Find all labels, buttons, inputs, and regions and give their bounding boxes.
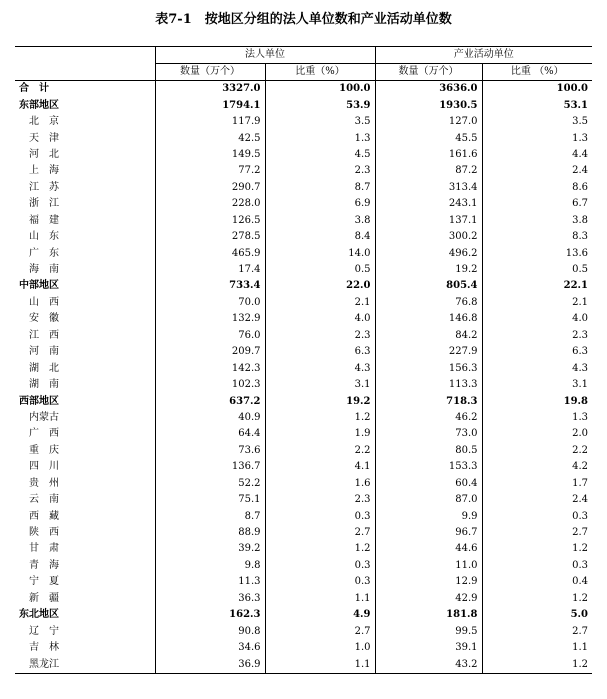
legal-unit-share: 2.2 (265, 443, 375, 459)
legal-unit-count: 278.5 (155, 229, 265, 245)
activity-unit-share: 2.7 (482, 525, 592, 541)
table-row (15, 508, 592, 524)
activity-unit-share: 1.1 (482, 640, 592, 656)
table-row (15, 180, 592, 196)
header-corner (15, 47, 155, 64)
table-title: 表7-1 按地区分组的法人单位数和产业活动单位数 (155, 12, 452, 27)
activity-unit-count: 156.3 (375, 360, 482, 376)
region-name: 山 东 (29, 231, 59, 243)
table-row (15, 295, 592, 311)
legal-unit-count: 77.2 (155, 163, 265, 179)
region-summary-row (15, 278, 592, 294)
legal-unit-share: 53.9 (265, 97, 375, 113)
region-name: 东北地区 (19, 609, 59, 621)
activity-unit-share: 0.3 (482, 508, 592, 524)
legal-unit-count: 8.7 (155, 508, 265, 524)
activity-unit-share: 2.4 (482, 163, 592, 179)
legal-unit-count: 39.2 (155, 541, 265, 557)
legal-unit-share: 1.9 (265, 426, 375, 442)
legal-unit-count: 40.9 (155, 410, 265, 426)
activity-unit-count: 45.5 (375, 130, 482, 146)
region-name: 浙 江 (29, 198, 59, 210)
activity-unit-count: 99.5 (375, 623, 482, 639)
region-name: 山 西 (29, 296, 59, 308)
table-row (15, 377, 592, 393)
legal-unit-count: 465.9 (155, 245, 265, 261)
table-row (15, 623, 592, 639)
activity-unit-share: 8.3 (482, 229, 592, 245)
region-name: 新 疆 (29, 592, 59, 604)
activity-unit-share: 1.2 (482, 541, 592, 557)
activity-unit-count: 227.9 (375, 344, 482, 360)
activity-unit-share: 2.3 (482, 328, 592, 344)
legal-unit-share: 6.9 (265, 196, 375, 212)
activity-unit-share: 13.6 (482, 245, 592, 261)
activity-unit-count: 313.4 (375, 180, 482, 196)
region-name: 宁 夏 (29, 576, 59, 588)
legal-unit-share: 2.7 (265, 623, 375, 639)
legal-unit-share: 2.3 (265, 163, 375, 179)
activity-unit-share: 1.2 (482, 591, 592, 607)
legal-unit-share: 4.0 (265, 311, 375, 327)
legal-unit-count: 88.9 (155, 525, 265, 541)
legal-unit-count: 132.9 (155, 311, 265, 327)
legal-unit-count: 64.4 (155, 426, 265, 442)
legal-unit-share: 6.3 (265, 344, 375, 360)
legal-unit-share: 2.3 (265, 328, 375, 344)
region-name: 湖 南 (29, 379, 59, 391)
activity-unit-count: 153.3 (375, 459, 482, 475)
table-row (15, 476, 592, 492)
activity-unit-share: 2.1 (482, 295, 592, 311)
region-name: 东部地区 (19, 99, 59, 111)
region-summary-row (15, 393, 592, 409)
legal-unit-count: 102.3 (155, 377, 265, 393)
activity-unit-share: 4.3 (482, 360, 592, 376)
region-name: 河 北 (29, 148, 59, 160)
legal-unit-share: 8.4 (265, 229, 375, 245)
activity-unit-count: 146.8 (375, 311, 482, 327)
activity-unit-share: 6.3 (482, 344, 592, 360)
activity-unit-share: 5.0 (482, 607, 592, 623)
activity-unit-count: 11.0 (375, 558, 482, 574)
legal-unit-count: 126.5 (155, 213, 265, 229)
legal-unit-share: 14.0 (265, 245, 375, 261)
activity-unit-share: 0.4 (482, 574, 592, 590)
header-activity-count: 数量（万个） (375, 64, 482, 81)
table-row (15, 229, 592, 245)
activity-unit-count: 96.7 (375, 525, 482, 541)
activity-unit-share: 1.2 (482, 656, 592, 673)
activity-unit-share: 1.7 (482, 476, 592, 492)
region-name: 中部地区 (19, 280, 59, 292)
legal-unit-share: 1.3 (265, 130, 375, 146)
table-row (15, 426, 592, 442)
data-table (15, 46, 592, 674)
table-row (15, 574, 592, 590)
activity-unit-share: 4.2 (482, 459, 592, 475)
region-name: 陕 西 (29, 527, 59, 539)
region-name: 河 南 (29, 346, 59, 358)
legal-unit-count: 36.9 (155, 656, 265, 673)
region-name: 辽 宁 (29, 625, 59, 637)
legal-unit-share: 19.2 (265, 393, 375, 409)
activity-unit-share: 0.5 (482, 262, 592, 278)
region-summary-row (15, 97, 592, 113)
activity-unit-share: 2.4 (482, 492, 592, 508)
activity-unit-share: 2.0 (482, 426, 592, 442)
region-summary-row (15, 81, 592, 98)
header-legal-units: 法人单位 (155, 47, 375, 64)
header-row-1 (15, 47, 592, 64)
table-row (15, 525, 592, 541)
legal-unit-count: 290.7 (155, 180, 265, 196)
legal-unit-count: 17.4 (155, 262, 265, 278)
legal-unit-share: 1.1 (265, 591, 375, 607)
legal-unit-count: 34.6 (155, 640, 265, 656)
legal-unit-count: 11.3 (155, 574, 265, 590)
activity-unit-share: 3.1 (482, 377, 592, 393)
legal-unit-count: 136.7 (155, 459, 265, 475)
legal-unit-count: 73.6 (155, 443, 265, 459)
activity-unit-count: 19.2 (375, 262, 482, 278)
region-name: 吉 林 (29, 642, 59, 654)
legal-unit-share: 2.1 (265, 295, 375, 311)
region-name: 内蒙古 (29, 411, 59, 423)
header-row-2 (15, 64, 592, 81)
activity-unit-count: 300.2 (375, 229, 482, 245)
legal-unit-count: 209.7 (155, 344, 265, 360)
legal-unit-share: 22.0 (265, 278, 375, 294)
legal-unit-share: 100.0 (265, 81, 375, 98)
activity-unit-count: 60.4 (375, 476, 482, 492)
header-activity-units: 产业活动单位 (375, 47, 592, 64)
table-row (15, 344, 592, 360)
activity-unit-share: 2.7 (482, 623, 592, 639)
activity-unit-share: 1.3 (482, 130, 592, 146)
activity-unit-count: 43.2 (375, 656, 482, 673)
activity-unit-count: 80.5 (375, 443, 482, 459)
table-row (15, 196, 592, 212)
region-name: 广 西 (29, 428, 59, 440)
legal-unit-count: 42.5 (155, 130, 265, 146)
table-body (15, 47, 592, 674)
legal-unit-share: 0.5 (265, 262, 375, 278)
header-corner-2 (15, 64, 155, 81)
activity-unit-share: 1.3 (482, 410, 592, 426)
region-name: 云 南 (29, 494, 59, 506)
activity-unit-count: 718.3 (375, 393, 482, 409)
activity-unit-count: 87.2 (375, 163, 482, 179)
region-name: 青 海 (29, 559, 59, 571)
activity-unit-share: 4.0 (482, 311, 592, 327)
legal-unit-share: 3.1 (265, 377, 375, 393)
region-name: 海 南 (29, 264, 59, 276)
activity-unit-share: 19.8 (482, 393, 592, 409)
header-legal-share: 比重（%） (265, 64, 375, 81)
table-row (15, 262, 592, 278)
region-name: 天 津 (29, 132, 59, 144)
table-row (15, 245, 592, 261)
legal-unit-count: 228.0 (155, 196, 265, 212)
region-name: 重 庆 (29, 444, 59, 456)
region-name: 江 西 (29, 329, 59, 341)
legal-unit-count: 3327.0 (155, 81, 265, 98)
region-name: 北 京 (29, 116, 59, 128)
legal-unit-count: 52.2 (155, 476, 265, 492)
legal-unit-share: 1.2 (265, 541, 375, 557)
activity-unit-count: 805.4 (375, 278, 482, 294)
table-row (15, 591, 592, 607)
activity-unit-count: 161.6 (375, 147, 482, 163)
table-row (15, 558, 592, 574)
activity-unit-share: 53.1 (482, 97, 592, 113)
region-name: 湖 北 (29, 362, 59, 374)
legal-unit-share: 1.2 (265, 410, 375, 426)
legal-unit-count: 117.9 (155, 114, 265, 130)
activity-unit-count: 1930.5 (375, 97, 482, 113)
table-row (15, 541, 592, 557)
region-name: 福 建 (29, 214, 59, 226)
legal-unit-share: 0.3 (265, 558, 375, 574)
activity-unit-count: 84.2 (375, 328, 482, 344)
activity-unit-count: 181.8 (375, 607, 482, 623)
table-row (15, 492, 592, 508)
table-row (15, 640, 592, 656)
region-name: 西部地区 (19, 395, 59, 407)
legal-unit-share: 4.3 (265, 360, 375, 376)
table-row (15, 311, 592, 327)
activity-unit-share: 8.6 (482, 180, 592, 196)
activity-unit-share: 6.7 (482, 196, 592, 212)
legal-unit-count: 70.0 (155, 295, 265, 311)
activity-unit-share: 3.5 (482, 114, 592, 130)
activity-unit-count: 46.2 (375, 410, 482, 426)
legal-unit-count: 733.4 (155, 278, 265, 294)
legal-unit-count: 142.3 (155, 360, 265, 376)
table-row (15, 163, 592, 179)
legal-unit-count: 75.1 (155, 492, 265, 508)
activity-unit-count: 39.1 (375, 640, 482, 656)
legal-unit-count: 149.5 (155, 147, 265, 163)
legal-unit-share: 4.5 (265, 147, 375, 163)
region-name: 合 计 (19, 83, 49, 95)
activity-unit-count: 137.1 (375, 213, 482, 229)
legal-unit-count: 1794.1 (155, 97, 265, 113)
region-name: 安 徽 (29, 313, 59, 325)
activity-unit-share: 2.2 (482, 443, 592, 459)
activity-unit-count: 73.0 (375, 426, 482, 442)
activity-unit-share: 22.1 (482, 278, 592, 294)
activity-unit-count: 76.8 (375, 295, 482, 311)
activity-unit-share: 100.0 (482, 81, 592, 98)
legal-unit-share: 2.7 (265, 525, 375, 541)
activity-unit-share: 0.3 (482, 558, 592, 574)
table-row (15, 443, 592, 459)
header-activity-share: 比重 （%） (482, 64, 592, 81)
legal-unit-share: 1.1 (265, 656, 375, 673)
legal-unit-share: 4.1 (265, 459, 375, 475)
region-name: 甘 肃 (29, 543, 59, 555)
region-summary-row (15, 607, 592, 623)
legal-unit-share: 2.3 (265, 492, 375, 508)
legal-unit-count: 76.0 (155, 328, 265, 344)
table-row (15, 360, 592, 376)
table-row (15, 328, 592, 344)
header-legal-count: 数量（万个） (155, 64, 265, 81)
table-row (15, 410, 592, 426)
legal-unit-count: 36.3 (155, 591, 265, 607)
legal-unit-share: 4.9 (265, 607, 375, 623)
table-row (15, 114, 592, 130)
region-name: 贵 州 (29, 477, 59, 489)
activity-unit-count: 9.9 (375, 508, 482, 524)
activity-unit-count: 496.2 (375, 245, 482, 261)
table-row (15, 459, 592, 475)
legal-unit-share: 0.3 (265, 574, 375, 590)
activity-unit-count: 3636.0 (375, 81, 482, 98)
activity-unit-count: 44.6 (375, 541, 482, 557)
legal-unit-share: 1.0 (265, 640, 375, 656)
legal-unit-count: 9.8 (155, 558, 265, 574)
table-row (15, 130, 592, 146)
activity-unit-count: 87.0 (375, 492, 482, 508)
activity-unit-count: 42.9 (375, 591, 482, 607)
legal-unit-share: 1.6 (265, 476, 375, 492)
activity-unit-share: 3.8 (482, 213, 592, 229)
table-row (15, 147, 592, 163)
table-row (15, 213, 592, 229)
region-name: 西 藏 (29, 510, 59, 522)
activity-unit-count: 243.1 (375, 196, 482, 212)
region-name: 黑龙江 (15, 656, 155, 673)
legal-unit-share: 8.7 (265, 180, 375, 196)
region-name: 江 苏 (29, 181, 59, 193)
region-name: 广 东 (29, 247, 59, 259)
region-name: 四 川 (29, 461, 59, 473)
activity-unit-count: 113.3 (375, 377, 482, 393)
region-name: 上 海 (29, 165, 59, 177)
activity-unit-count: 127.0 (375, 114, 482, 130)
legal-unit-share: 3.8 (265, 213, 375, 229)
legal-unit-share: 0.3 (265, 508, 375, 524)
legal-unit-share: 3.5 (265, 114, 375, 130)
legal-unit-count: 637.2 (155, 393, 265, 409)
legal-unit-count: 162.3 (155, 607, 265, 623)
activity-unit-count: 12.9 (375, 574, 482, 590)
activity-unit-share: 4.4 (482, 147, 592, 163)
legal-unit-count: 90.8 (155, 623, 265, 639)
table-row (15, 656, 592, 673)
